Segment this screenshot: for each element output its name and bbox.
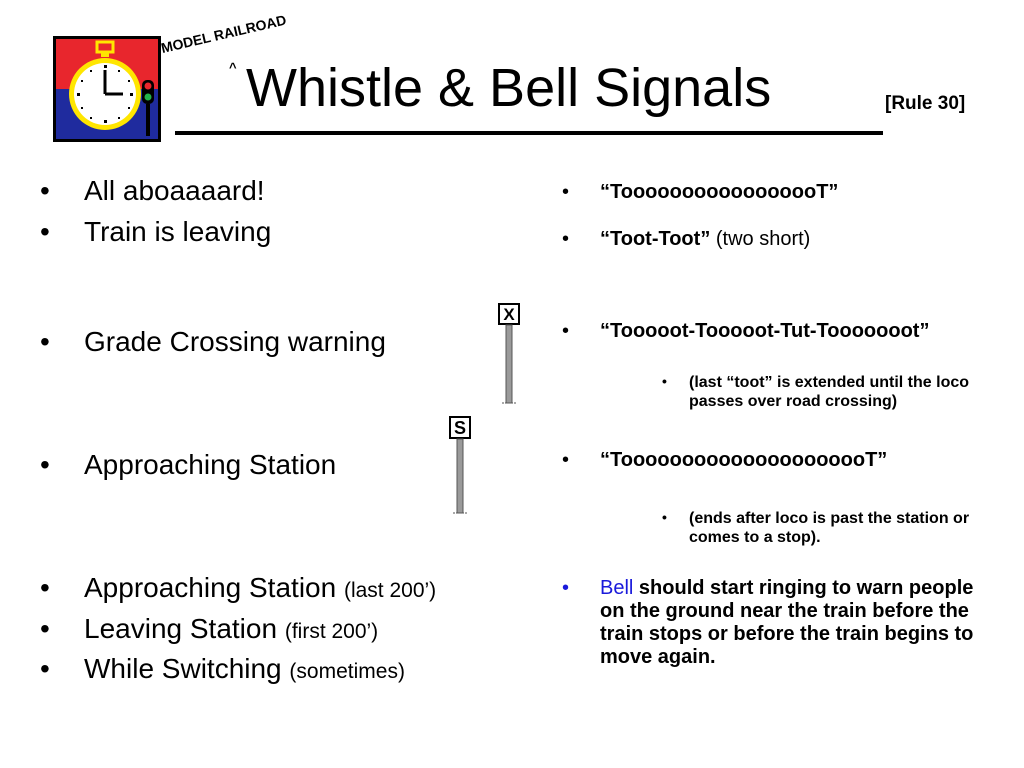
list-item: • Approaching Station (40, 449, 337, 480)
bullet-text: While Switching (84, 653, 282, 684)
crossing-sign-letter: X (503, 305, 515, 324)
bullet-note: (sometimes) (289, 660, 405, 683)
list-item: • “TooooooooooooooooT” (562, 181, 1002, 205)
list-item: • Leaving Station (first 200’) (40, 613, 379, 644)
bullet-text: Leaving Station (84, 613, 278, 644)
bullet-note: (first 200’) (284, 620, 379, 643)
list-item: • While Switching (sometimes) (40, 653, 405, 684)
page-title: Whistle & Bell Signals (246, 58, 772, 118)
list-item: • Grade Crossing warning (40, 326, 386, 357)
bullet-text: Grade Crossing warning (84, 326, 386, 357)
list-item: • “Tooooot-Tooooot-Tut-Tooooooot” (562, 320, 1002, 344)
bullet-note: (last 200’) (343, 579, 437, 602)
header-tag: MODEL RAILROAD (159, 11, 288, 56)
bullet-text: Approaching Station (84, 449, 337, 480)
crossing-sign (497, 303, 523, 410)
model-railroad-logo (53, 36, 161, 142)
header-caret: ^ (229, 60, 237, 75)
bullet-text: “TooooooooooooooooooooT” (600, 449, 888, 471)
list-item: • “TooooooooooooooooooooT” (562, 449, 1002, 473)
sub-bullet-text: (last “toot” is extended until the loco passes over road crossing) (689, 374, 970, 411)
sub-bullet-text: (ends after loco is past the station or comes to a stop). (689, 510, 970, 547)
rule-reference: [Rule 30] (885, 93, 966, 114)
bullet-text: “Toot-Toot” (600, 228, 711, 250)
bullet-text: All aboaaaard! (84, 175, 265, 206)
title-underline (175, 131, 883, 135)
list-item: • All aboaaaard! (40, 175, 265, 206)
bullet-text: Train is leaving (84, 216, 272, 247)
list-item: • Bell should start ringing to warn people on the ground near the train before the train stops or before the train begins to move again. (562, 577, 974, 668)
station-sign-letter: S (453, 418, 467, 438)
station-sign (448, 416, 474, 521)
list-item: • Train is leaving (40, 216, 272, 247)
bullet-text: “TooooooooooooooooT” (600, 181, 839, 203)
sub-list-item: • (ends after loco is past the station or comes to a stop). (662, 509, 1002, 549)
bullet-text: “Tooooot-Tooooot-Tut-Tooooooot” (600, 320, 930, 342)
bullet-text: should start ringing to warn people on the ground near the train before the train stops or before the train begins to move again. (600, 577, 974, 668)
sub-list-item: • (last “toot” is extended until the loco passes over road crossing) (662, 373, 1002, 413)
bell-keyword: Bell (600, 577, 634, 599)
bullet-note: (two short) (715, 228, 811, 250)
list-item: • “Toot-Toot” (two short) (562, 228, 811, 250)
list-item: • Approaching Station (last 200’) (40, 572, 437, 603)
bullet-text: Approaching Station (84, 572, 337, 603)
